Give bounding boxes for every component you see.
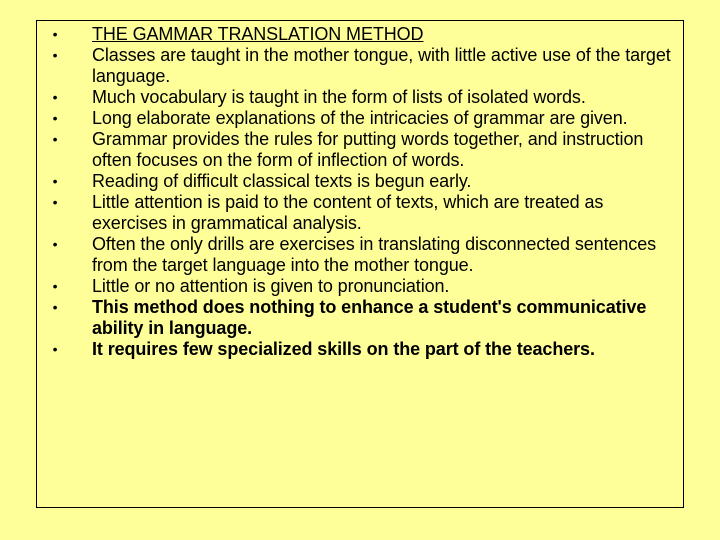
bullet-item bbox=[49, 234, 679, 276]
bullet-item bbox=[49, 45, 679, 87]
bullet-item-title bbox=[49, 24, 679, 45]
bullet-item-bold bbox=[49, 297, 679, 339]
bullet-icon: • bbox=[52, 110, 58, 126]
bullet-icon: • bbox=[52, 173, 58, 189]
bullet-text-bold: It requires few specialized skills on the part of the teachers. bbox=[92, 339, 595, 359]
bullet-text: Little attention is paid to the content of texts, which are treated as exercises in grammatical analysis. bbox=[92, 192, 604, 233]
bullet-icon: • bbox=[52, 47, 58, 63]
bullet-icon: • bbox=[52, 299, 58, 315]
bullet-icon: • bbox=[52, 131, 58, 147]
bullet-item bbox=[49, 129, 679, 171]
bullet-icon: • bbox=[52, 194, 58, 210]
bullet-item bbox=[49, 108, 679, 129]
bullet-item bbox=[49, 87, 679, 108]
bullet-icon: • bbox=[52, 89, 58, 105]
bullet-text: Little or no attention is given to pronunciation. bbox=[92, 276, 450, 296]
bullet-item bbox=[49, 192, 679, 234]
bullet-icon: • bbox=[52, 341, 58, 357]
content-frame bbox=[36, 20, 684, 508]
bullet-item-bold bbox=[49, 339, 679, 360]
bullet-icon: • bbox=[52, 236, 58, 252]
bullet-icon: • bbox=[52, 26, 58, 42]
bullet-text: Classes are taught in the mother tongue, with little active use of the target language. bbox=[92, 45, 671, 86]
bullet-icon: • bbox=[52, 278, 58, 294]
bullet-item bbox=[49, 171, 679, 192]
bullet-text: Much vocabulary is taught in the form of lists of isolated words. bbox=[92, 87, 586, 107]
bullet-text: Often the only drills are exercises in translating disconnected sentences from the target language into the mother tongue. bbox=[92, 234, 657, 275]
bullet-text: Grammar provides the rules for putting words together, and instruction often focuses on the form of inflection of words. bbox=[92, 129, 644, 170]
bullet-list bbox=[49, 24, 679, 360]
bullet-item bbox=[49, 276, 679, 297]
bullet-text: Reading of difficult classical texts is begun early. bbox=[92, 171, 472, 191]
slide-title: THE GAMMAR TRANSLATION METHOD bbox=[92, 24, 424, 44]
bullet-text: Long elaborate explanations of the intricacies of grammar are given. bbox=[92, 108, 628, 128]
bullet-text-bold: This method does nothing to enhance a student's communicative ability in language. bbox=[92, 297, 647, 338]
